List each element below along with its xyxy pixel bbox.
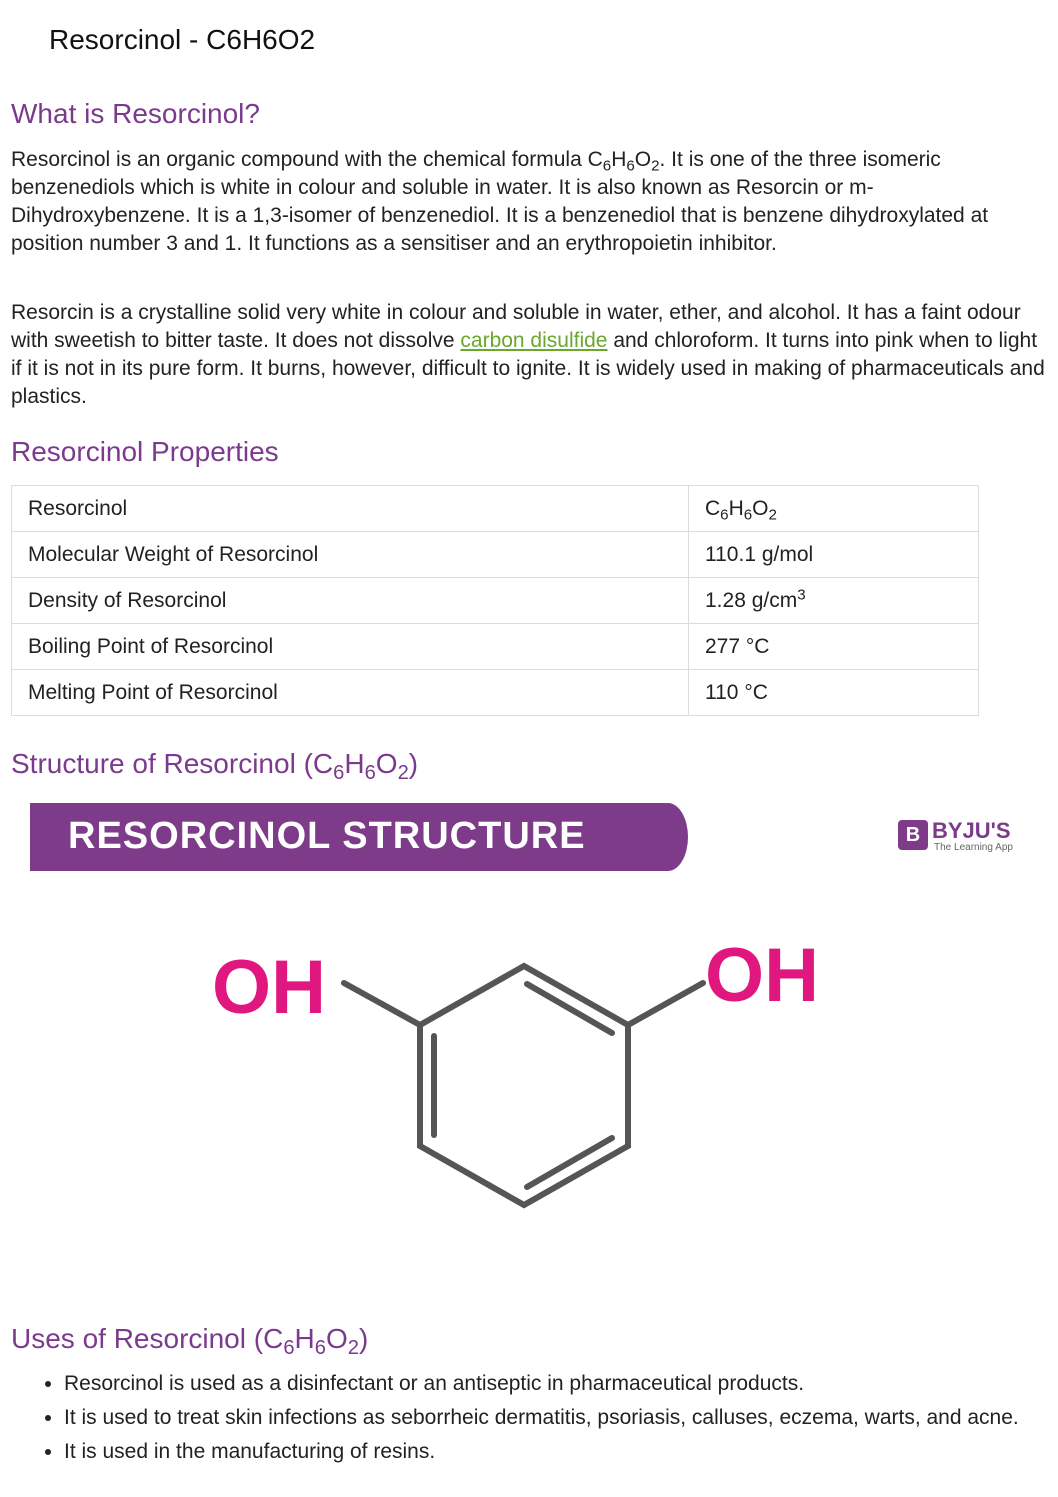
property-name: Boiling Point of Resorcinol [12, 624, 689, 670]
logo-name: BYJU'S [932, 818, 1011, 843]
hydroxyl-label-left: OH [212, 945, 326, 1030]
list-item: • It is used to treat skin infections as seborrheic dermatitis, psoriasis, calluses, eczema, warts, and acne. [64, 1404, 1051, 1432]
bond-oh-right [628, 983, 703, 1025]
list-item: • It is used in the manufacturing of resins. [64, 1438, 1051, 1466]
property-value: $C_6H_6O_2$ [689, 486, 979, 532]
property-name: Density of Resorcinol [12, 578, 689, 624]
property-value: 1.28 $g/cm^3$ [689, 578, 979, 624]
property-value: 277 °C [689, 624, 979, 670]
carbon-disulfide-link[interactable]: carbon disulfide [460, 329, 608, 352]
hydroxyl-label-right: OH [705, 933, 819, 1018]
what-heading: What is Resorcinol? [11, 98, 260, 129]
page-title: Resorcinol - C6H6O2 [49, 24, 316, 55]
structure-heading: Structure of Resorcinol $(C_6H_6O_2)$ [11, 748, 419, 785]
logo-mark: B [898, 820, 928, 850]
logo-tagline: The Learning App [934, 842, 1013, 853]
bond-oh-left [344, 983, 420, 1025]
property-name: Melting Point of Resorcinol [12, 670, 689, 716]
intro-paragraph: Resorcinol is an organic compound with the chemical formula $C_6H_6O_2$. It is one of the three isomeric benzenediols which is white in colour and soluble in water. It is also known as Resorcin or m-Dihydroxybenzene. It is a 1,3-isomer of benzenediol. It is a benzenediol that is benzene dihydroxylated at position number 3 and 1. It functions as a sensitiser and an erythropoietin inhibitor. [11, 148, 989, 255]
ring-outline [420, 966, 628, 1205]
properties-heading: Resorcinol Properties [11, 436, 279, 467]
property-name: Molecular Weight of Resorcinol [12, 532, 689, 578]
uses-heading: Uses of Resorcinol $(C_6H_6O_2)$ [11, 1323, 369, 1360]
property-value: 110 °C [689, 670, 979, 716]
properties-paragraph: Resorcin is a crystalline solid very white in colour and soluble in water, ether, and alcohol. It has a faint odour with sweetish to bitter taste. It does not dissolve carbon disulfide and chloroform. It turns into pink when to light if it is not in its pure form. It burns, however, difficult to ignite. It is widely used in making of pharmaceuticals and plastics. [11, 301, 1045, 408]
uses-list [11, 1370, 1051, 1472]
property-name: Resorcinol [12, 486, 689, 532]
list-item: • Resorcinol is used as a disinfectant or an antiseptic in pharmaceutical products. [64, 1370, 1051, 1398]
property-value: 110.1 g/mol [689, 532, 979, 578]
banner-title: RESORCINOL STRUCTURE [68, 815, 586, 857]
